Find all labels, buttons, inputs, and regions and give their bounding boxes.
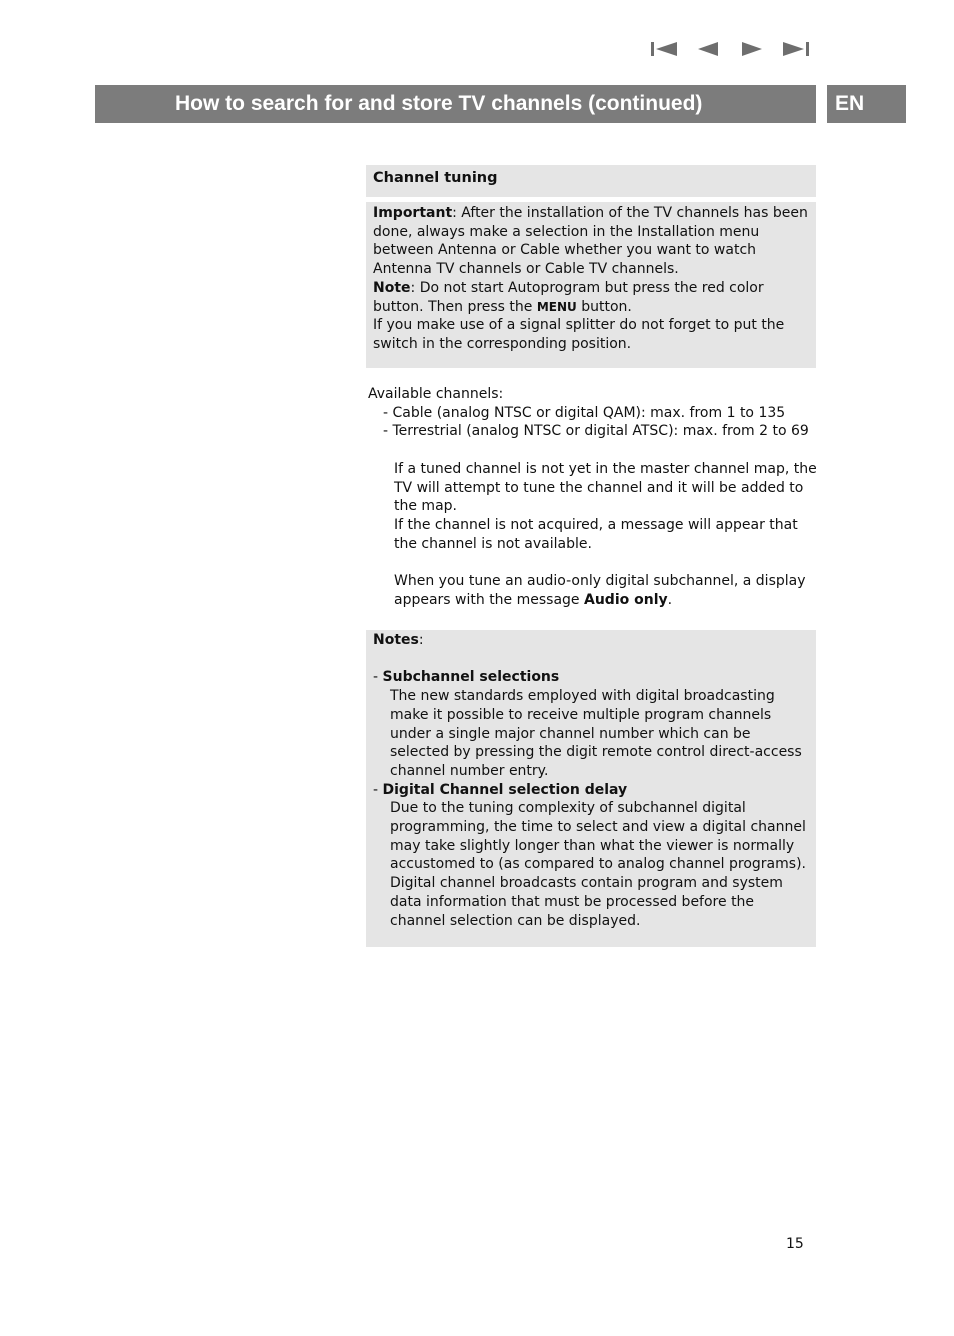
menu-button-label: MENU [536, 299, 577, 314]
important-text: : After the installation of the TV channels has been done, always make a selection in the Installation menu between Antenna or Cable whether you want to watch Antenna TV channels or Cable TV channels. [373, 205, 808, 278]
note-paragraph [373, 279, 809, 316]
delay-text: Due to the tuning complexity of subchannel digital programming, the time to select and view a digital channel may take slightly longer than what the viewer is normally accustomed to (as compared to analog channel programs). Digital channel broadcasts contain program and system data information that must be processed before the channel selection can be displayed. [390, 800, 806, 929]
audio-only-paragraph [368, 572, 820, 609]
channels-section [368, 385, 820, 609]
important-box [366, 202, 816, 368]
important-paragraph [373, 204, 809, 279]
page-title: How to search for and store TV channels (continued) [95, 85, 816, 123]
important-label: Important [373, 205, 453, 221]
subchannel-text: The new standards employed with digital broadcasting make it possible to receive multiple program channels under a single major channel number which can be selected by pressing the digit remote control direct-access channel number entry. [390, 688, 802, 779]
next-page-icon[interactable] [736, 38, 768, 60]
previous-page-icon[interactable] [692, 38, 724, 60]
channels-intro: Available channels: [368, 386, 504, 402]
notes-colon: : [418, 632, 424, 648]
cable-channels-item: - Cable (analog NTSC or digital QAM): max. from 1 to 135 [383, 404, 786, 421]
first-page-icon[interactable] [648, 38, 680, 60]
notes-box [366, 630, 816, 947]
note-text-1: : Do not start Autoprogram but press the red color button. Then press the [373, 279, 764, 315]
audio-only-label: Audio only [584, 591, 668, 608]
delay-title: Digital Channel selection delay [382, 781, 628, 798]
audio-only-text: When you tune an audio-only digital subchannel, a display appears with the message [394, 573, 806, 608]
audio-only-period: . [667, 591, 673, 608]
note-label: Note [373, 279, 411, 296]
note-item-subchannel: - Subchannel selections [373, 669, 560, 686]
tuned-channel-paragraph: If a tuned channel is not yet in the master channel map, the TV will attempt to tune the channel and it will be added to the map. [394, 460, 817, 515]
language-tab: EN [827, 85, 906, 123]
subchannel-title: Subchannel selections [382, 669, 560, 686]
splitter-paragraph: If you make use of a signal splitter do not forget to put the switch in the corresponding position. [373, 317, 785, 352]
page-number: 15 [786, 1236, 804, 1252]
notes-label: Notes [373, 632, 419, 648]
note-text-2: button. [576, 298, 632, 315]
page-navigation [648, 38, 812, 60]
notes-heading [373, 631, 809, 650]
note-item-delay: - Digital Channel selection delay [373, 781, 628, 798]
last-page-icon[interactable] [780, 38, 812, 60]
channel-tuning-title: Channel tuning [366, 165, 816, 197]
terrestrial-channels-item: - Terrestrial (analog NTSC or digital ATSC): max. from 2 to 69 [383, 423, 809, 440]
not-acquired-paragraph: If the channel is not acquired, a message will appear that the channel is not available. [394, 516, 798, 552]
